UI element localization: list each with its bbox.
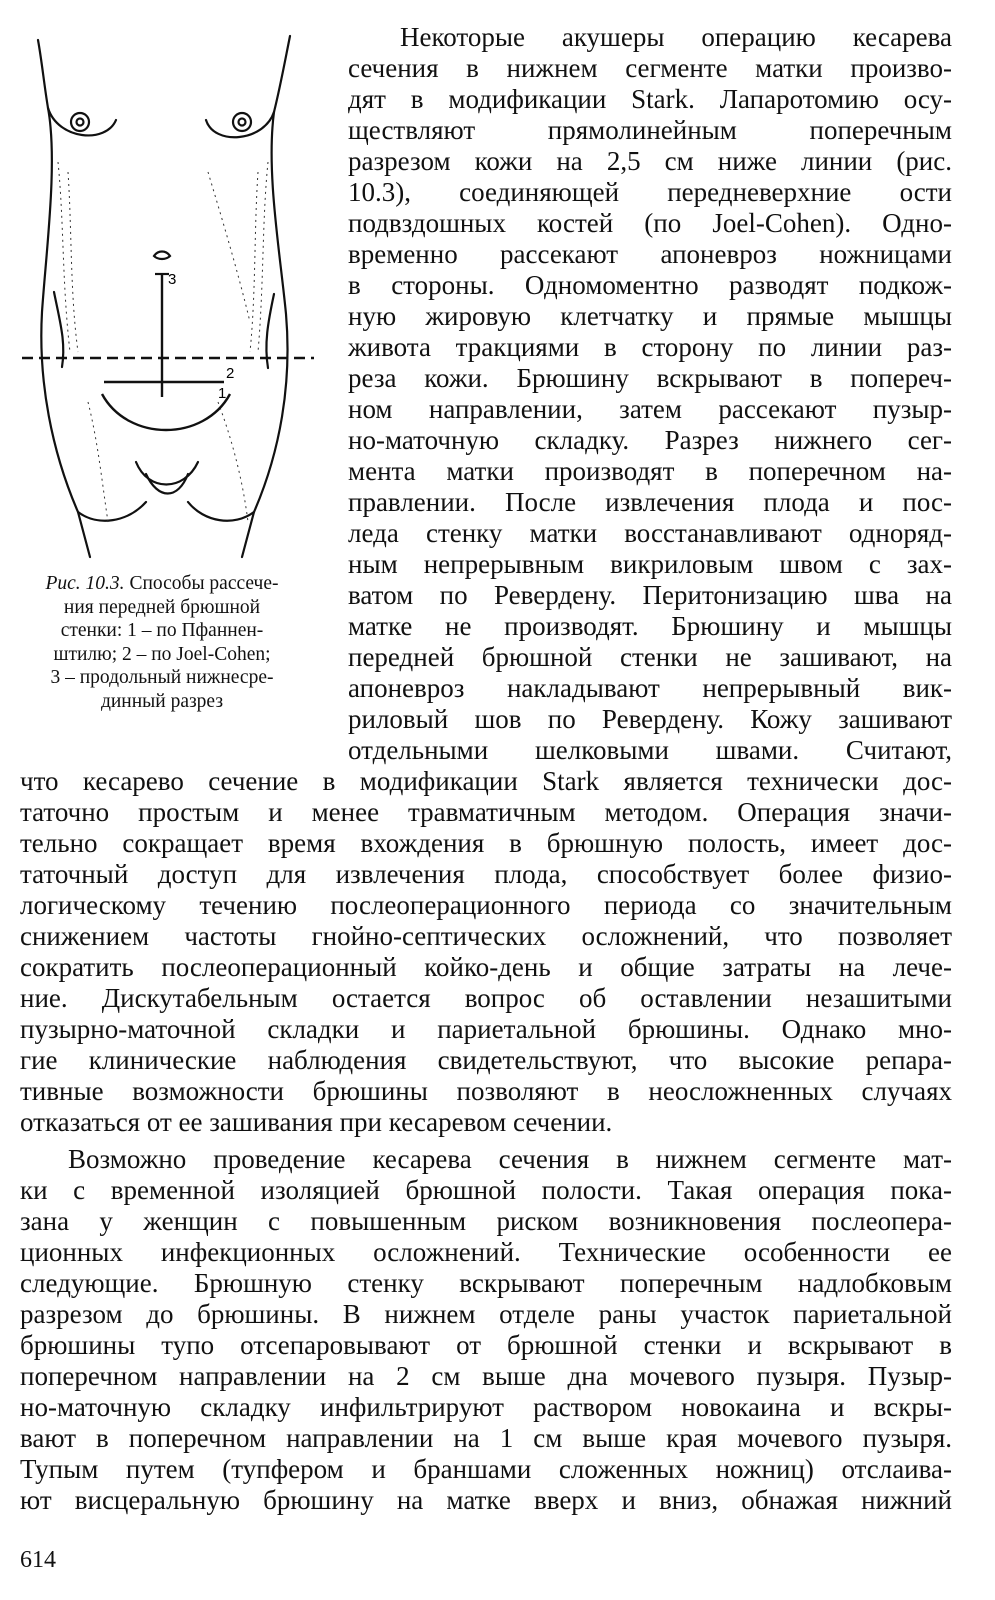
figure-number: Рис. 10.3. [45,573,125,594]
figure-label-3: 3 [168,271,177,288]
text-line: сечения в нижнем сегменте матки произво- [348,53,952,83]
text-line: подвздошных костей (по Joel-Cohen). Одно- [348,208,952,238]
text-line: тельно сокращает время вхождения в брюшную полость, имеет дос- [20,828,952,858]
text-line: отказаться от ее зашивания при кесаревом сечении. [20,1107,613,1137]
text-line: пузырно-маточной складки и париетальной брюшины. Однако мно- [20,1014,952,1044]
text-line: но-маточную складку. Разрез нижнего сег- [348,425,952,455]
figure-label-1: 1 [218,385,227,402]
text-line: правлении. После извлечения плода и пос- [348,487,952,517]
text-line: следующие. Брюшную стенку вскрывают поперечным надлобковым [20,1268,952,1298]
text-line: таточно простым и менее травматичным методом. Операция значи- [20,797,952,827]
text-line: временно рассекают апоневроз ножницами [348,239,952,269]
page-number: 614 [20,1547,56,1573]
text-line: таточный доступ для извлечения плода, способствует более физио- [20,859,952,889]
caption-line: штилю; 2 – по Joel-Cohen; [53,643,271,665]
text-line: разрезом кожи на 2,5 см ниже линии (рис. [348,146,952,176]
caption-line: динный разрез [100,690,224,712]
text-line: Некоторые акушеры операцию кесарева [400,22,952,52]
abdomen-illustration [18,22,318,567]
text-line: ки с временной изоляцией брюшной полости. Такая операция пока- [20,1175,952,1205]
text-line: 10.3), соединяющей передневерхние ости [348,177,952,207]
text-line: дят в модификации Stark. Лапаротомию осу- [348,84,952,114]
figure-abdomen-incisions [18,22,318,567]
figure-label-2: 2 [226,365,235,382]
text-line: логическому течению послеоперационного периода со значительным [20,890,952,920]
text-line: ную жировую клетчатку и прямые мышцы [348,301,952,331]
text-line: вают в поперечном направлении на 1 см выше края мочевого пузыря. [20,1423,952,1453]
text-line: ществляют прямолинейным поперечным [348,115,952,145]
text-line: в стороны. Одномоментно разводят подкож- [348,270,952,300]
text-line: риловый шов по Ревердену. Кожу зашивают [348,704,952,734]
text-line: снижением частоты гнойно-септических осложнений, что позволяет [20,921,952,951]
text-line: ние. Дискутабельным остается вопрос об оставлении незашитыми [20,983,952,1013]
text-line: апоневроз накладывают непрерывный вик- [348,673,952,703]
figure-caption: Рис. 10.3. Способы рассече- ния передней брюшной стенки: 1 – по Пфаннен- штилю; 2 – по Joel-Cohen; 3 – продольный нижнесре- динный разрез [12,572,312,713]
text-line: гие клинические наблюдения свидетельствуют, что высокие репара- [20,1045,952,1075]
text-line: зана у женщин с повышенным риском возникновения послеопера- [20,1206,952,1236]
text-line: брюшины тупо отсепаровывают от брюшной стенки и вскрывают в [20,1330,952,1360]
text-line: живота тракциями в сторону по линии раз- [348,332,952,362]
text-line: ватом по Ревердену. Перитонизацию шва на [348,580,952,610]
text-line: мента матки производят в поперечном на- [348,456,952,486]
caption-line: ния передней брюшной [63,596,261,618]
text-line: ном направлении, затем рассекают пузыр- [348,394,952,424]
text-line: ционных инфекционных осложнений. Технические особенности ее [20,1237,952,1267]
text-line: разрезом до брюшины. В нижнем отделе раны участок париетальной [20,1299,952,1329]
text-line: что кесарево сечение в модификации Stark является технически дос- [20,766,952,796]
text-line: тивные возможности брюшины позволяют в неосложненных случаях [20,1076,952,1106]
text-line: ным непрерывным викриловым швом с зах- [348,549,952,579]
text-line: матке не производят. Брюшину и мышцы [348,611,952,641]
text-line: Возможно проведение кесарева сечения в нижнем сегменте мат- [68,1144,952,1174]
text-line: Тупым путем (тупфером и браншами сложенных ножниц) отслаива- [20,1454,952,1484]
caption-line: 3 – продольный нижнесре- [50,667,274,688]
text-line: леда стенку матки восстанавливают одноряд- [348,518,952,548]
text-line: передней брюшной стенки не зашивают, на [348,642,952,672]
text-line: отдельными шелковыми швами. Считают, [348,735,952,765]
caption-line: стенки: 1 – по Пфаннен- [60,620,264,641]
text-line: но-маточную складку инфильтрируют раствором новокаина и вскры- [20,1392,952,1422]
text-line: поперечном направлении на 2 см выше дна мочевого пузыря. Пузыр- [20,1361,952,1391]
text-line: реза кожи. Брюшину вскрывают в попереч- [348,363,952,393]
text-line: ют висцеральную брюшину на матке вверх и вниз, обнажая нижний [20,1485,952,1515]
text-line: сократить послеоперационный койко-день и общие затраты на лече- [20,952,952,982]
